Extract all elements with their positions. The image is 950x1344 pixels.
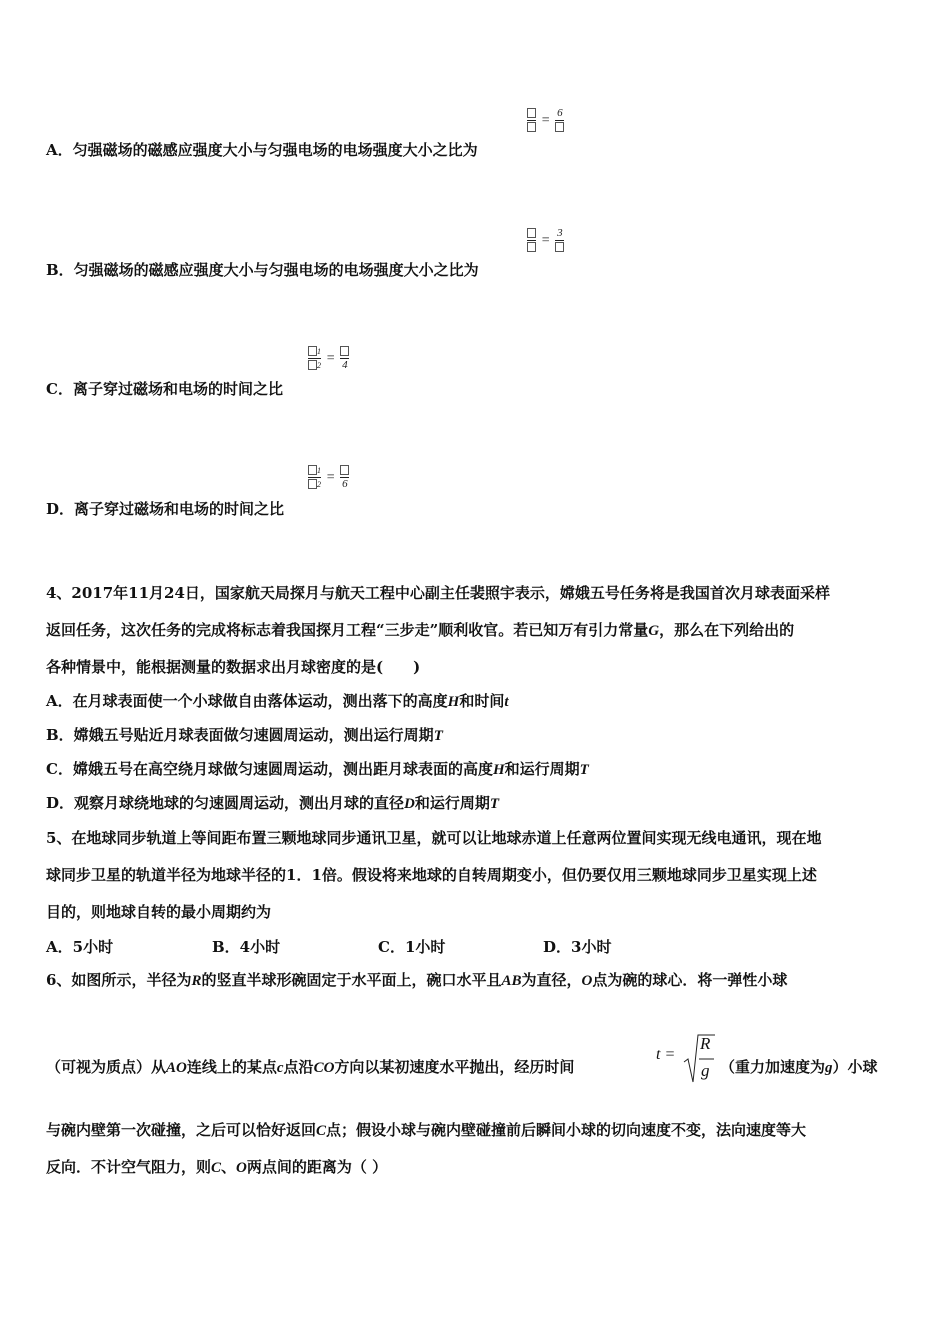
q4-option-d: D．观察月球绕地球的匀速圆周运动，测出月球的直径D和运行周期T [46, 794, 500, 812]
q6-line-1: 6、如图所示，半径为R的竖直半球形碗固定于水平面上，碗口水平且AB为直径，O点为碗的球心．将一弹性小球 [46, 971, 788, 989]
q5-option-c: C．1小时 [378, 938, 446, 956]
q4-line-3: 各种情景中，能根据测量的数据求出月球密度的是( ) [46, 658, 421, 676]
q3-option-a-text: A．匀强磁场的磁感应强度大小与匀强电场的电场强度大小之比为 [46, 141, 478, 159]
formula-d: $\frac{1}{2}$ = 6 [308, 465, 349, 490]
q4-line-2: 返回任务，这次任务的完成将标志着我国探月工程“三步走”顺利收官。若已知万有引力常量G，那么在下列给出的 [46, 621, 795, 639]
q4-option-b: B．嫦娥五号贴近月球表面做匀速圆周运动，测出运行周期T [46, 726, 443, 744]
q6-line-4: 反向．不计空气阻力，则C、O两点间的距离为（ ） [46, 1158, 388, 1176]
q4-option-a: A．在月球表面使一个小球做自由落体运动，测出落下的高度H和时间t [46, 692, 509, 710]
q5-option-a: A．5小时 [46, 938, 114, 956]
q6-line-3: 与碗内壁第一次碰撞，之后可以恰好返回C点；假设小球与碗内壁碰撞前后瞬间小球的切向速度不变，法向速度等大 [46, 1121, 807, 1139]
formula-b: = 3 [527, 228, 564, 253]
q6-line-2: （可视为质点）从AO连线上的某点c点沿CO方向以某初速度水平抛出，经历时间 [46, 1058, 575, 1076]
q5-line-3: 目的，则地球自转的最小周期约为 [46, 903, 272, 921]
formula-c: $\frac{1}{2}$ = 4 [308, 346, 349, 371]
q3-option-d-text: D．离子穿过磁场和电场的时间之比 [46, 500, 285, 518]
q5-option-b: B．4小时 [212, 938, 281, 956]
q5-line-1: 5、在地球同步轨道上等间距布置三颗地球同步通讯卫星，就可以让地球赤道上任意两位置间实现无线电通讯，现在地 [46, 829, 822, 847]
formula-a: = 6 [527, 108, 564, 133]
sqrt-radical [682, 1032, 716, 1086]
q4-option-c: C．嫦娥五号在高空绕月球做匀速圆周运动，测出距月球表面的高度H和运行周期T [46, 760, 589, 778]
q5-line-2: 球同步卫星的轨道半径为地球半径的1．1倍。假设将来地球的自转周期变小，但仍要仅用三颗地球同步卫星实现上述 [46, 866, 817, 884]
q3-option-c-text: C．离子穿过磁场和电场的时间之比 [46, 380, 283, 398]
q5-option-d: D．3小时 [543, 938, 612, 956]
q3-option-b-text: B．匀强磁场的磁感应强度大小与匀强电场的电场强度大小之比为 [46, 261, 479, 279]
q6-line-2-tail: （重力加速度为g）小球 [720, 1058, 878, 1076]
q4-line-1: 4、2017年11月24日，国家航天局探月与航天工程中心副主任裴照宇表示，嫦娥五号任务将是我国首次月球表面采样 [46, 584, 830, 602]
